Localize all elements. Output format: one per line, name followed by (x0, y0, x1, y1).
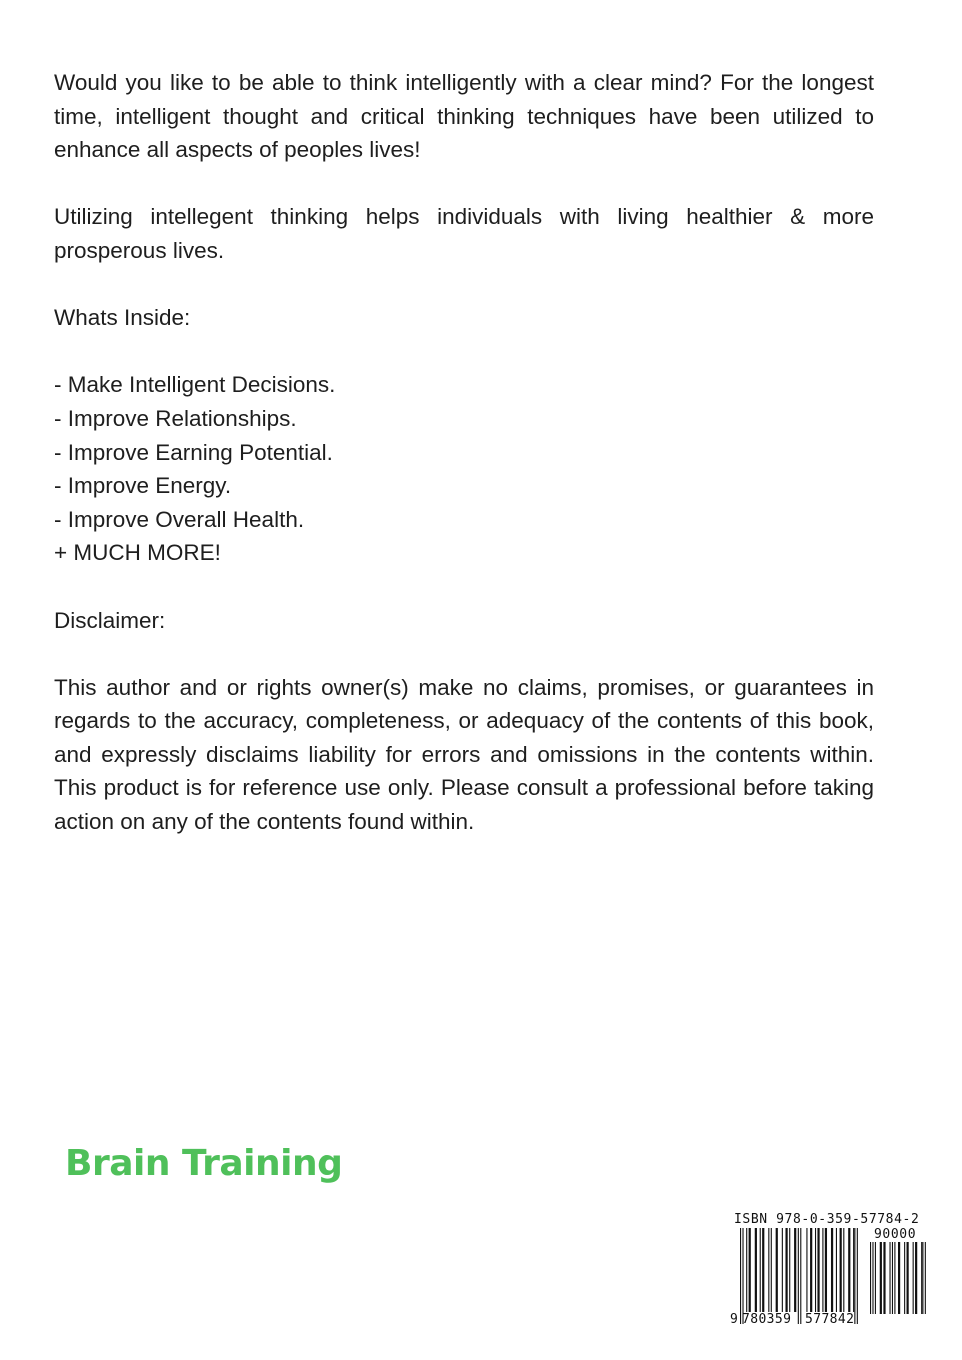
barcode-bar (898, 1242, 900, 1314)
intro-paragraph: Would you like to be able to think intelligently with a clear mind? For the longest time, intelligent thought and critical thinking techniques have been utilized to enhance all aspects of peoples lives! (54, 70, 874, 163)
ean-digits (730, 1312, 865, 1327)
barcode-bar (768, 1228, 769, 1312)
barcode-bar (749, 1228, 751, 1312)
list-item: - Improve Energy. (54, 473, 232, 499)
barcode-bar (810, 1228, 812, 1312)
barcode-bar (913, 1242, 914, 1314)
barcode-bar (889, 1242, 890, 1314)
barcode-bar (840, 1228, 842, 1312)
barcode-bar (922, 1242, 923, 1314)
barcode-bar (815, 1228, 816, 1312)
barcode-bar (806, 1228, 807, 1312)
barcode-bar (789, 1228, 790, 1312)
barcode-bar (794, 1228, 796, 1312)
barcode-bar (760, 1228, 761, 1312)
inside-list (54, 368, 874, 570)
list-item: - Improve Relationships. (54, 405, 297, 431)
ean-first-digit: 9 (730, 1312, 738, 1327)
addon-price-code: 90000 (874, 1227, 917, 1242)
disclaimer-heading: Disclaimer: (54, 607, 166, 633)
barcode-bar (836, 1228, 837, 1312)
barcode-bar (925, 1242, 926, 1314)
barcode-bars (740, 1228, 858, 1324)
list-item: - Make Intelligent Decisions. (54, 372, 336, 398)
list-item: - Improve Overall Health. (54, 506, 305, 532)
barcode-bar (904, 1242, 905, 1314)
barcode-bar (785, 1228, 787, 1312)
back-cover-text (54, 66, 874, 839)
barcode-bar (921, 1242, 922, 1314)
barcode-bar (883, 1242, 885, 1314)
disclaimer-body: This author and or rights owner(s) make no claims, promises, or guarantees in regards to the accuracy, completeness, or adequacy of the contents of this book, and expressly disclaims liability for errors and omissions in the contents within. This product is for reference use only. Please consult a professional before taking action on any of the contents found within. (54, 674, 874, 835)
barcode-bar (825, 1228, 827, 1312)
barcode-bar (776, 1228, 778, 1312)
barcode-bar (875, 1242, 876, 1314)
isbn-barcode (728, 1212, 930, 1328)
barcode-bar (762, 1228, 764, 1312)
inside-heading: Whats Inside: (54, 305, 191, 331)
barcode-bar (771, 1228, 772, 1312)
barcode-bar (894, 1242, 895, 1314)
barcode-bar (798, 1228, 799, 1324)
benefit-paragraph: Utilizing intellegent thinking helps individuals with living healthier & more prosperous lives. (54, 204, 874, 263)
barcode-bar (857, 1228, 858, 1324)
barcode-bar (848, 1228, 850, 1312)
ean-left-digits: 780359 (742, 1312, 792, 1327)
barcode-bar (880, 1242, 882, 1314)
barcode-bar (843, 1228, 844, 1312)
barcode-bar (854, 1228, 855, 1324)
list-item: - Improve Earning Potential. (54, 439, 333, 465)
barcode-bar (740, 1228, 741, 1324)
barcode-bar (870, 1242, 871, 1314)
ean-right-digits: 577842 (805, 1312, 855, 1327)
barcode-bar (892, 1242, 893, 1314)
barcode-bar (782, 1228, 783, 1312)
barcode-bar (800, 1228, 801, 1324)
barcode-bar (915, 1242, 917, 1314)
brand-title: Brain Training (65, 1143, 343, 1184)
addon-barcode-bars (870, 1242, 926, 1314)
barcode-bar (822, 1228, 823, 1312)
barcode-bar (872, 1242, 873, 1314)
barcode-bar (907, 1242, 909, 1314)
isbn-label: ISBN 978-0-359-57784-2 (734, 1212, 920, 1227)
barcode-bar (742, 1228, 743, 1324)
barcode-bar (831, 1228, 833, 1312)
list-item: + MUCH MORE! (54, 540, 221, 566)
barcode-bar (817, 1228, 819, 1312)
barcode-bar (755, 1228, 757, 1312)
barcode-bar (746, 1228, 747, 1312)
barcode-bar (853, 1228, 854, 1312)
